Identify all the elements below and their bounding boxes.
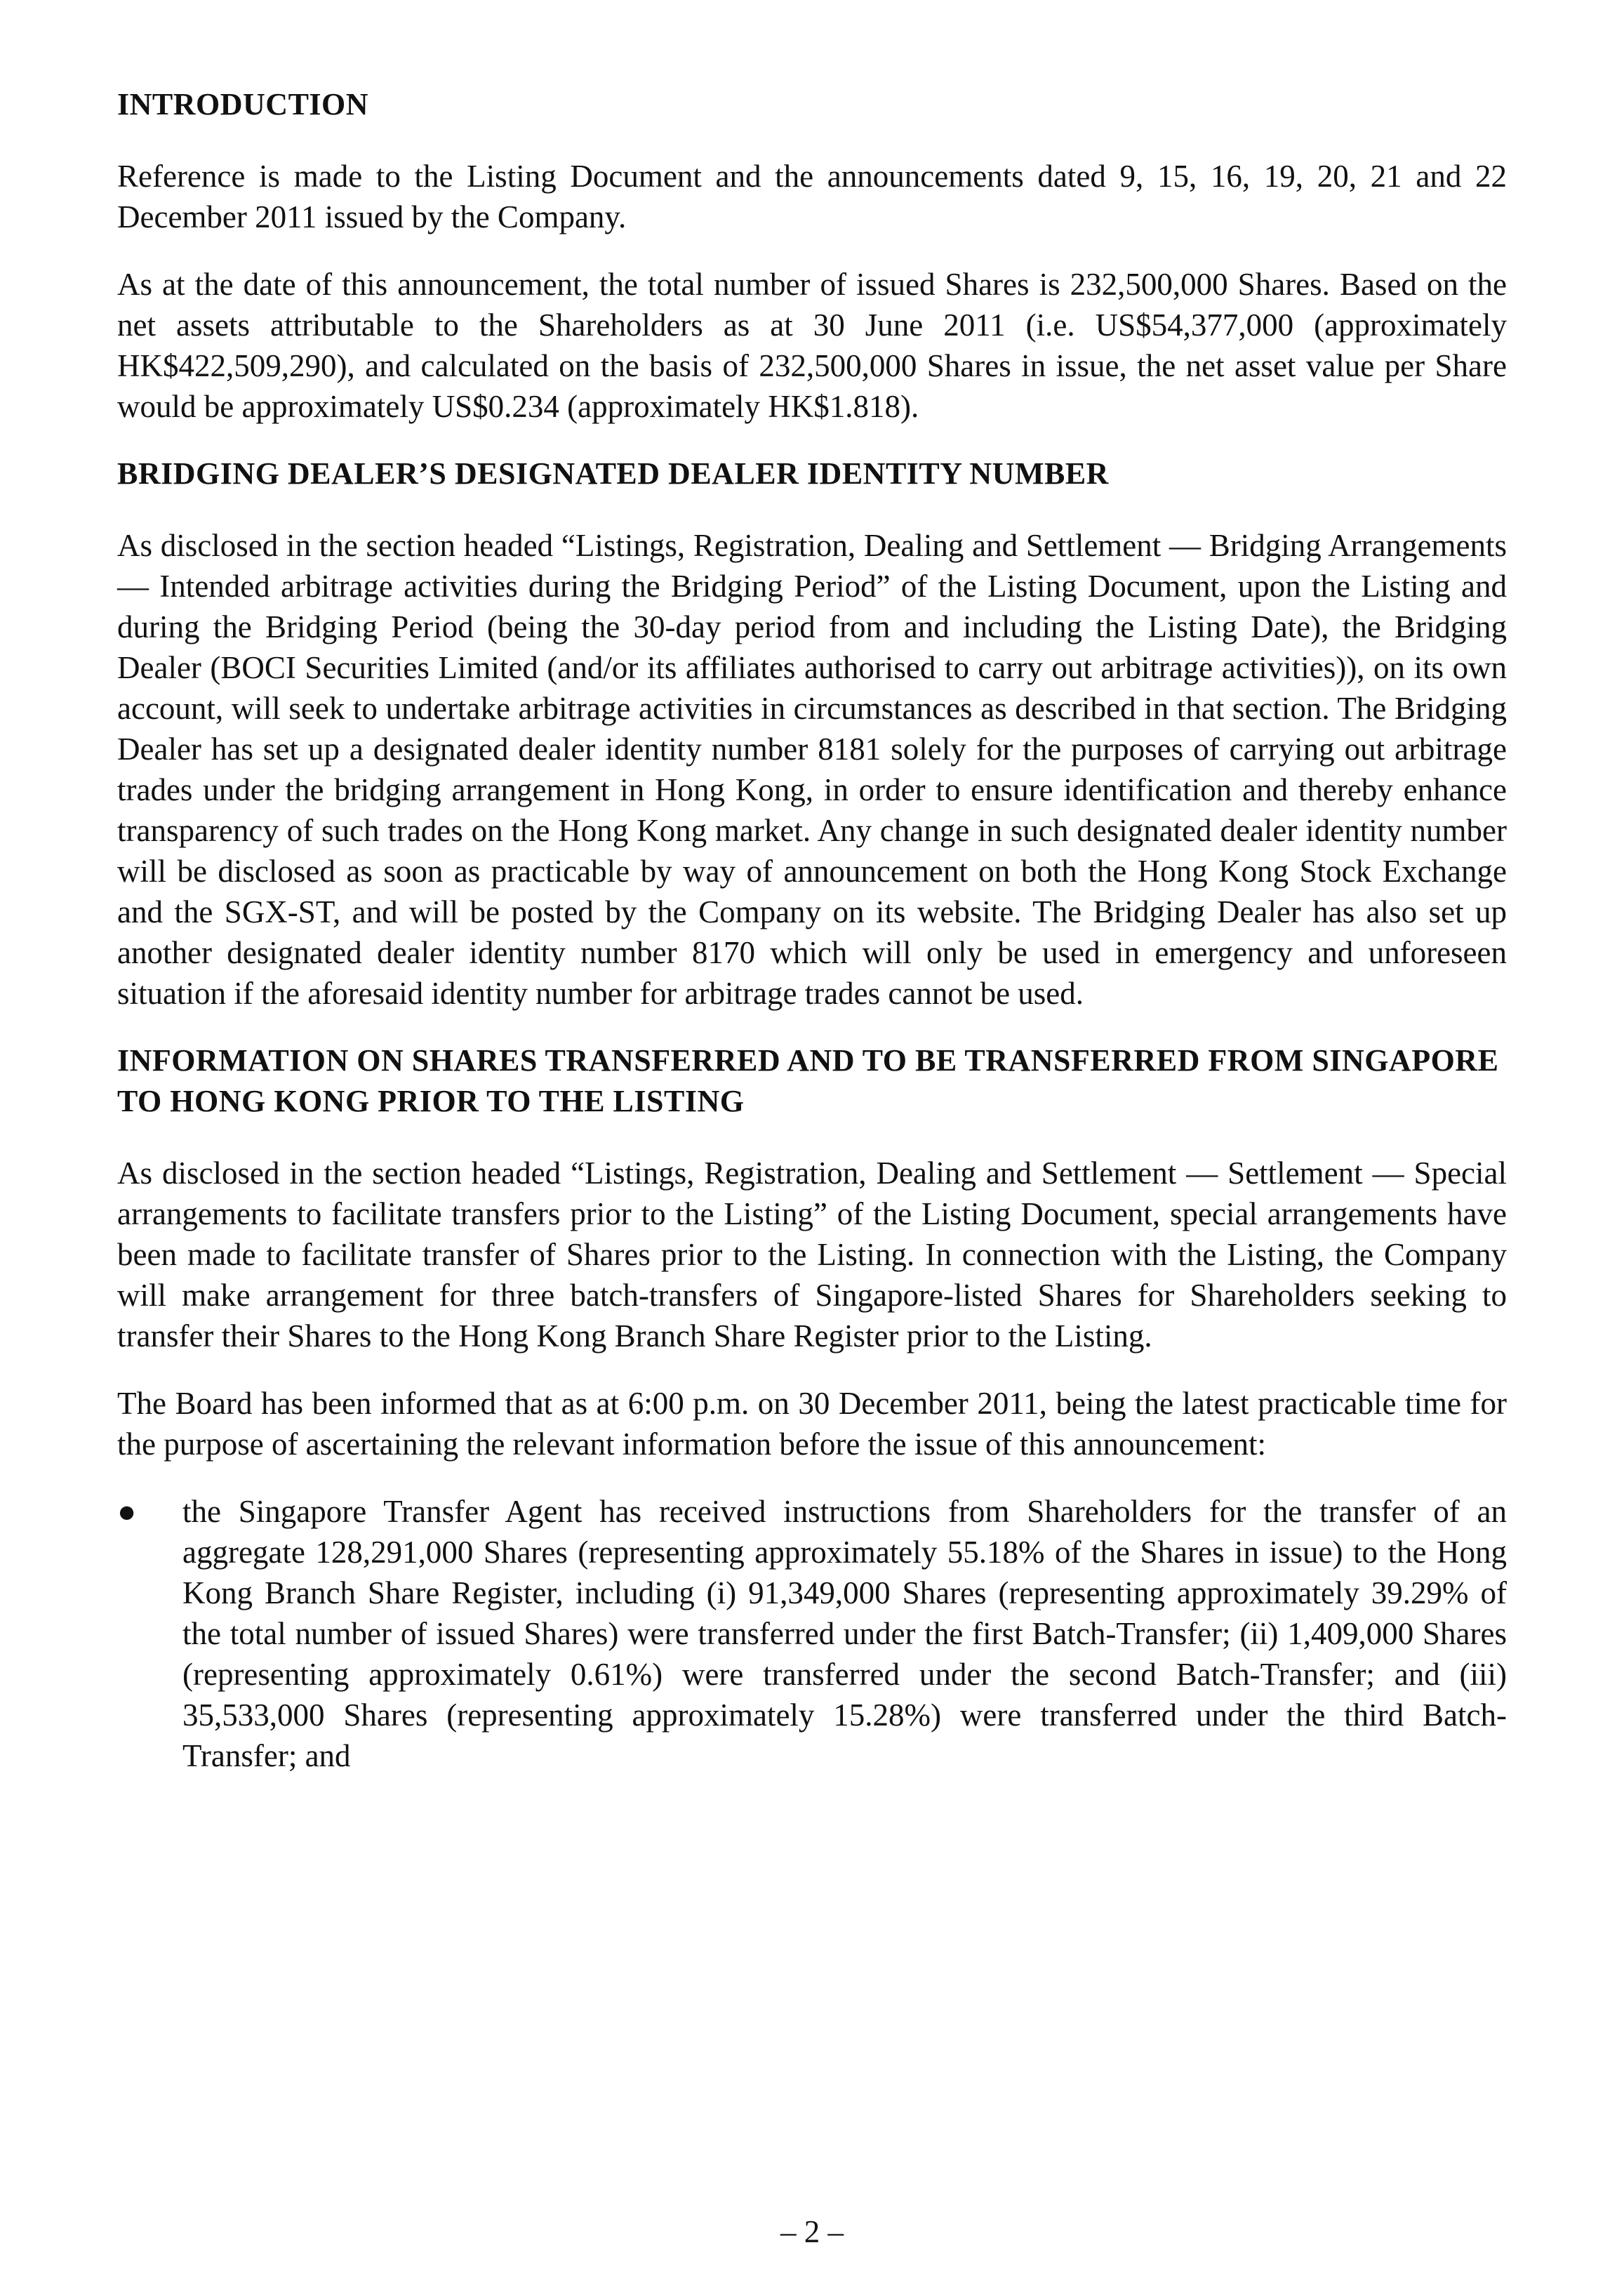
- page-number: – 2 –: [780, 2214, 844, 2249]
- bullet-icon: ●: [117, 1494, 137, 1529]
- bullet-text: the Singapore Transfer Agent has received instructions from Shareholders for the transfer of an aggregate 128,291,000 Shares (representing approximately 55.18% of the Shares in issue) to the Hong Kong Branch Share Register, including (i) 91,349,000 Shares (representing approximately 39.29% of the total number of issued Shares) were transferred under the first Batch-Transfer; (ii) 1,409,000 Shares (representing approximately 0.61%) were transferred under the second Batch-Transfer; and (iii) 35,533,000 Shares (representing approximately 15.28%) were transferred under the third Batch-Transfer; and: [182, 1494, 1507, 1773]
- introduction-paragraph-2: As at the date of this announcement, the total number of issued Shares is 232,500,000 Shares. Based on the net assets attributable to the Shareholders as at 30 June 2011 (i.e. US$54,377,000 (approximately HK$422,509,290), and calculated on the basis of 232,500,000 Shares in issue, the net asset value per Share would be approximately US$0.234 (approximately HK$1.818).: [117, 267, 1507, 424]
- section-heading-shares-transferred: INFORMATION ON SHARES TRANSFERRED AND TO BE TRANSFERRED FROM SINGAPORE TO HONG KONG PRIOR TO THE LISTING: [117, 1043, 1499, 1118]
- list-item: [117, 1491, 1507, 1776]
- section-heading-bridging-dealer: BRIDGING DEALER’S DESIGNATED DEALER IDENTITY NUMBER: [117, 456, 1109, 491]
- shares-transferred-paragraph-1: As disclosed in the section headed “Listings, Registration, Dealing and Settlement — Settlement — Special arrangements to facilitate transfers prior to the Listing” of the Listing Document, special arrangements have been made to facilitate transfer of Shares prior to the Listing. In connection with the Listing, the Company will make arrangement for three batch-transfers of Singapore-listed Shares for Shareholders seeking to transfer their Shares to the Hong Kong Branch Share Register prior to the Listing.: [117, 1156, 1507, 1354]
- document-page: [117, 84, 1507, 1776]
- shares-transferred-paragraph-2: The Board has been informed that as at 6:00 p.m. on 30 December 2011, being the latest practicable time for the purpose of ascertaining the relevant information before the issue of this announcement:: [117, 1386, 1507, 1462]
- bridging-dealer-paragraph: As disclosed in the section headed “Listings, Registration, Dealing and Settlement — Bridging Arrangements — Intended arbitrage activities during the Bridging Period” of the Listing Document, upon the Listing and during the Bridging Period (being the 30-day period from and including the Listing Date), the Bridging Dealer (BOCI Securities Limited (and/or its affiliates authorised to carry out arbitrage activities)), on its own account, will seek to undertake arbitrage activities in circumstances as described in that section. The Bridging Dealer has set up a designated dealer identity number 8181 solely for the purposes of carrying out arbitrage trades under the bridging arrangement in Hong Kong, in order to ensure identification and thereby enhance transparency of such trades on the Hong Kong market. Any change in such designated dealer identity number will be disclosed as soon as practicable by way of announcement on both the Hong Kong Stock Exchange and the SGX-ST, and will be posted by the Company on its website. The Bridging Dealer has also set up another designated dealer identity number 8170 which will only be used in emergency and unforeseen situation if the aforesaid identity number for arbitrage trades cannot be used.: [117, 528, 1507, 1011]
- introduction-paragraph-1: Reference is made to the Listing Document and the announcements dated 9, 15, 16, 19, 20, 21 and 22 December 2011 issued by the Company.: [117, 159, 1507, 234]
- section-heading-introduction: INTRODUCTION: [117, 87, 369, 121]
